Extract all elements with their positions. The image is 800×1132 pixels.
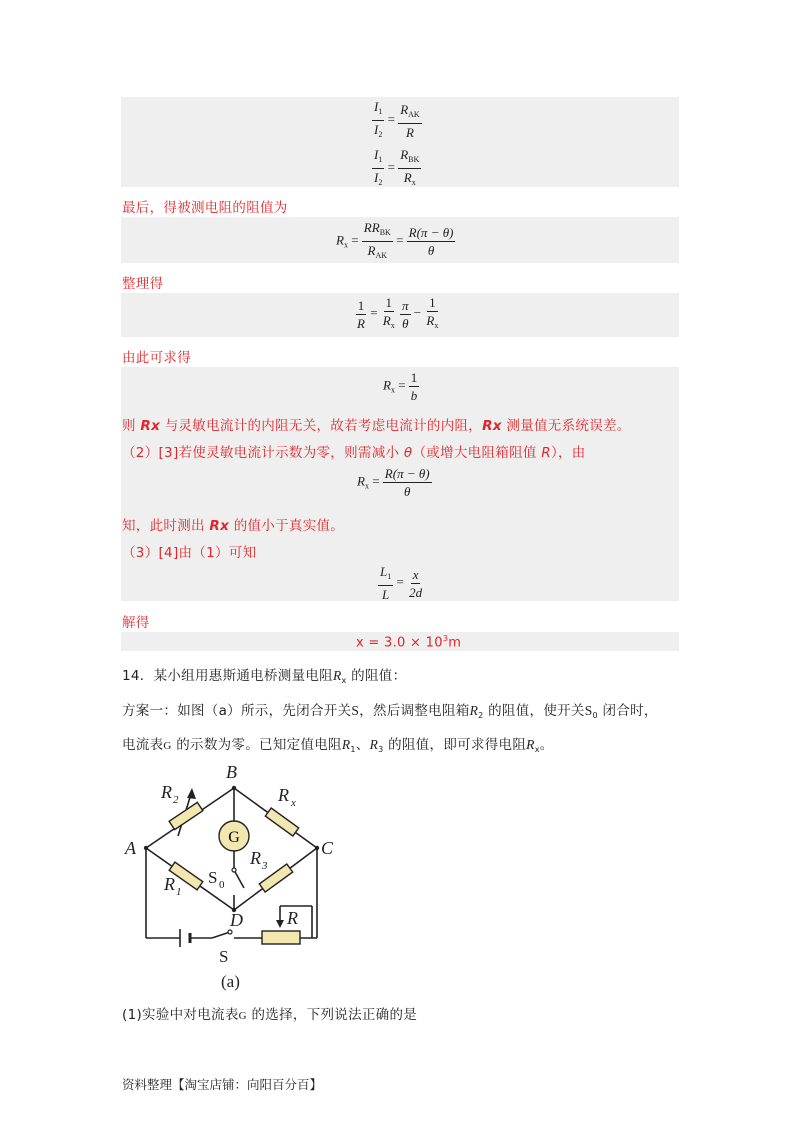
- text-conclusion: 则 Rx 与灵敏电流计的内阻无关，故若考虑电流计的内阻，Rx 测量值无系统误差。: [122, 418, 631, 434]
- text-question-2: （2）[3]若使灵敏电流计示数为零，则需减小 θ（或增大电阻箱阻值 R），由: [122, 445, 586, 461]
- svg-text:D: D: [230, 910, 243, 930]
- question-1: (1)实验中对电流表G 的选择，下列说法正确的是: [122, 1007, 418, 1023]
- text-know: 知，此时测出 Rx 的值小于真实值。: [122, 518, 345, 534]
- text-arrange: 整理得: [122, 276, 164, 292]
- answer-x: $x = 3.0 \times 10^3m$: [356, 634, 462, 651]
- svg-text:A: A: [125, 838, 136, 858]
- text-hence: 由此可求得: [122, 350, 191, 366]
- equation-rx-b: $R_x$ = $\frac{1}{b}$: [383, 370, 418, 403]
- svg-text:S: S: [208, 868, 218, 887]
- equation-ratio-2: $\frac{I_1}{I_2}$ = $\frac{R_{BK}}{R_x}$: [374, 147, 420, 187]
- resistor-R2: [169, 802, 203, 829]
- equation-ratio-1: $\frac{I_1}{I_2}$ = $\frac{R_{AK}}{R}$: [374, 99, 420, 140]
- equation-reciprocal: $\frac{1}{R}$ = $\frac{1}{R_x}$ $\frac{\pi}{\theta}$ − $\frac{1}{R_x}$: [357, 295, 439, 331]
- text-question-3: （3）[4]由（1）可知: [122, 545, 257, 561]
- rheostat-R: [262, 931, 300, 944]
- svg-text:C: C: [321, 838, 334, 858]
- footer: 资料整理【淘宝店铺：向阳百分百】: [122, 1077, 323, 1092]
- svg-text:B: B: [226, 762, 237, 782]
- svg-text:x: x: [291, 797, 296, 809]
- svg-text:S: S: [219, 947, 229, 966]
- equation-rx-2: $R_x$ = $\frac{R(\pi - \theta)}{\theta}$: [357, 466, 430, 499]
- equation-rx: $R_x$ = $\frac{RR_{BK}}{R_{AK}}$ = $\frac{R(\pi - \theta)}{\theta}$: [336, 220, 454, 260]
- equation-length: $\frac{L_1}{L}$ = $\frac{x}{2d}$: [380, 564, 423, 602]
- svg-text:3: 3: [262, 860, 268, 872]
- question-14: 14．某小组用惠斯通电桥测量电阻$R_x$ 的阻值：: [122, 668, 407, 685]
- resistor-Rx: [265, 808, 298, 836]
- svg-text:G: G: [228, 829, 240, 846]
- text-finally: 最后，得被测电阻的阻值为: [122, 200, 288, 216]
- svg-text:R: R: [164, 874, 175, 894]
- svg-text:(a): (a): [221, 972, 240, 991]
- svg-text:R: R: [250, 848, 261, 868]
- svg-text:R: R: [278, 785, 289, 805]
- circuit-diagram: [120, 758, 360, 993]
- svg-text:2: 2: [173, 794, 179, 806]
- plan-one-text: 方案一：如图（a）所示，先闭合开关S，然后调整电阻箱$R_2$ 的阻值，使开关$S_0$ 闭合时，: [122, 703, 658, 720]
- svg-text:1: 1: [176, 886, 182, 898]
- svg-text:R: R: [161, 782, 172, 802]
- meter-text: 电流表G 的示数为零。已知定值电阻$R_1$、$R_3$ 的阻值，即可求得电阻$R_x$。: [122, 737, 554, 754]
- text-solve: 解得: [122, 615, 150, 631]
- svg-text:0: 0: [219, 879, 225, 891]
- svg-text:R: R: [287, 908, 298, 928]
